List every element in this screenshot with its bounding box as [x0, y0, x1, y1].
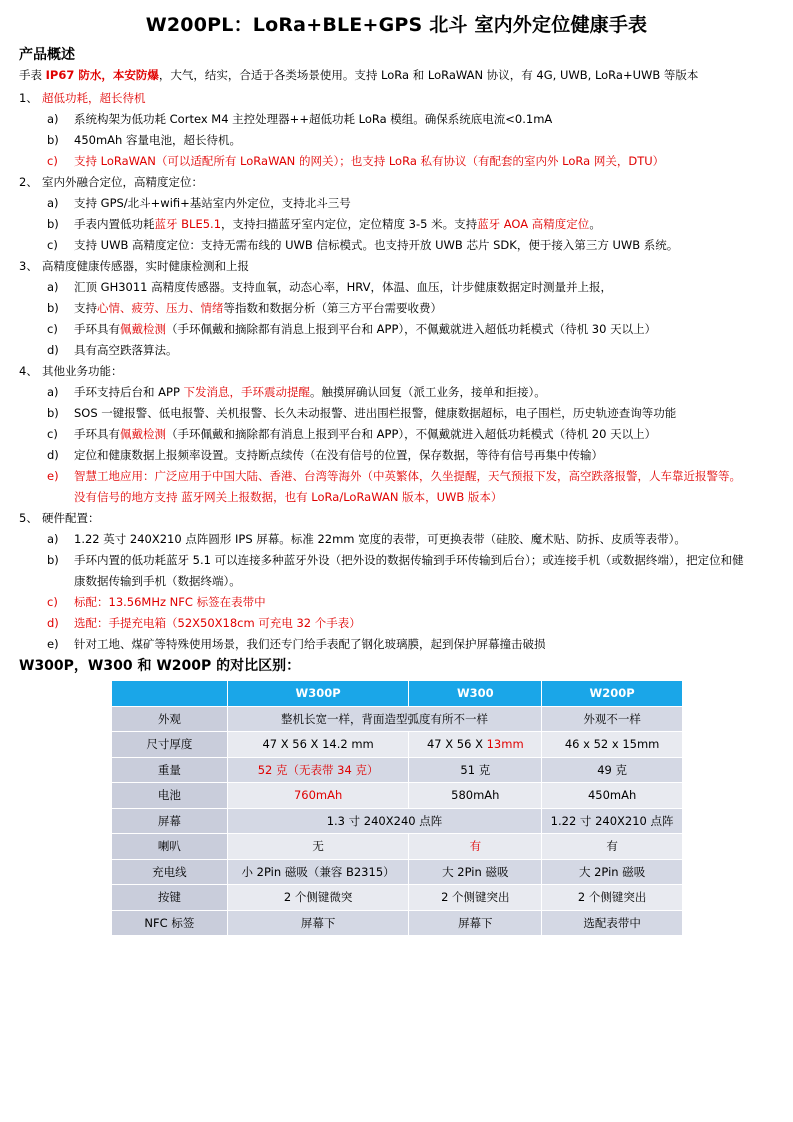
overview-heading: 产品概述: [19, 47, 75, 63]
table-header-w200p: W200P: [542, 681, 683, 707]
table-cell: 47 X 56 X 14.2 mm: [227, 732, 409, 758]
intro-text-b: ，大气，结实，合适于各类场景使用。支持 LoRa 和 LoRaWAN 协议，有 4G, UWB, LoRa+UWB 等版本: [158, 68, 699, 82]
section-1-item-a: a) 系统构架为低功耗 Cortex M4 主控处理器++超低功耗 LoRa 模组。确保系统底电流<0.1mA: [47, 112, 553, 126]
table-cell: 有: [409, 834, 542, 860]
overview-intro: [19, 67, 698, 83]
section-3-item-b: b) 支持心情、疲劳、压力、情绪等指数和数据分析（第三方平台需要收费）: [47, 301, 442, 315]
section-5-item-b: b) 手环内置的低功耗蓝牙 5.1 可以连接多种蓝牙外设（把外设的数据传输到手环传输到后台）；或连接手机（或数据终端），把定位和健: [47, 553, 744, 567]
section-3-heading: 3、 高精度健康传感器，实时健康检测和上报: [19, 259, 249, 273]
section-2-item-c: c) 支持 UWB 高精度定位：支持无需布线的 UWB 信标模式。也支持开放 UWB 芯片 SDK，便于接入第三方 UWB 系统。: [47, 238, 679, 252]
row-label: 电池: [112, 783, 228, 809]
table-cell: 1.22 寸 240X210 点阵: [542, 808, 683, 834]
section-4-item-e-continued: 没有信号的地方支持 蓝牙网关上报数据，也有 LoRa/LoRaWAN 版本，UWB 版本）: [74, 490, 503, 504]
intro-highlight: IP67 防水，本安防爆: [45, 68, 159, 82]
row-label: 尺寸厚度: [112, 732, 228, 758]
table-cell: 无: [227, 834, 409, 860]
table-cell: 大 2Pin 磁吸: [542, 859, 683, 885]
section-5-heading: 5、 硬件配置：: [19, 511, 100, 525]
table-row-size: [112, 732, 683, 758]
table-row-buttons: [112, 885, 683, 911]
row-label: 外观: [112, 706, 228, 732]
table-cell: 51 克: [409, 757, 542, 783]
table-cell: 760mAh: [227, 783, 409, 809]
row-label: 按键: [112, 885, 228, 911]
table-header-w300p: W300P: [227, 681, 409, 707]
row-label: 屏幕: [112, 808, 228, 834]
table-header-w300: W300: [409, 681, 542, 707]
section-4-item-c: c) 手环具有佩戴检测（手环佩戴和摘除都有消息上报到平台和 APP），不佩戴就进入超低功耗模式（待机 20 天以上）: [47, 427, 657, 441]
section-3-item-a: a) 汇顶 GH3011 高精度传感器。支持血氧，动态心率，HRV，体温、血压，计步健康数据定时测量并上报，: [47, 280, 613, 294]
table-row-nfc: [112, 910, 683, 936]
table-row-charger: [112, 859, 683, 885]
section-4-item-a: a) 手环支持后台和 APP 下发消息，手环震动提醒。触摸屏确认回复（派工业务，接单和拒接）。: [47, 385, 546, 399]
section-2-item-b: b) 手表内置低功耗蓝牙 BLE5.1，支持扫描蓝牙室内定位，定位精度 3-5 米。支持蓝牙 AOA 高精度定位。: [47, 217, 601, 231]
table-cell: 46 x 52 x 15mm: [542, 732, 683, 758]
section-2-heading: 2、 室内外融合定位，高精度定位：: [19, 175, 203, 189]
intro-text-a: 手表: [19, 68, 46, 82]
table-row-screen: [112, 808, 683, 834]
table-cell: 大 2Pin 磁吸: [409, 859, 542, 885]
section-3-item-d: d) 具有高空跌落算法。: [47, 343, 178, 357]
table-cell: 47 X 56 X 13mm: [409, 732, 542, 758]
section-4-item-d: d) 定位和健康数据上报频率设置。支持断点续传（在没有信号的位置，保存数据，等待有信号再集中传输）: [47, 448, 603, 462]
section-2-item-a: a) 支持 GPS/北斗+wifi+基站室内外定位，支持北斗三号: [47, 196, 351, 210]
section-1-item-b: b) 450mAh 容量电池，超长待机。: [47, 133, 241, 147]
table-cell: 外观不一样: [542, 706, 683, 732]
table-cell: 2 个侧键微突: [227, 885, 409, 911]
table-row-weight: [112, 757, 683, 783]
table-cell: 2 个侧键突出: [542, 885, 683, 911]
section-5-item-e: e) 针对工地、煤矿等特殊使用场景，我们还专门给手表配了钢化玻璃膜，起到保护屏幕撞击破损: [47, 637, 546, 651]
row-label: 重量: [112, 757, 228, 783]
row-label: 喇叭: [112, 834, 228, 860]
table-cell: 整机长宽一样，背面造型弧度有所不一样: [227, 706, 541, 732]
section-5-item-b-continued: 康数据传输到手机（数据终端）。: [74, 574, 241, 588]
comparison-table: [111, 680, 683, 936]
table-cell: 450mAh: [542, 783, 683, 809]
table-cell: 屏幕下: [227, 910, 409, 936]
row-label: NFC 标签: [112, 910, 228, 936]
section-1-item-c: c) 支持 LoRaWAN（可以适配所有 LoRaWAN 的网关）；也支持 LoRa 私有协议（有配套的室内外 LoRa 网关，DTU）: [47, 154, 665, 168]
table-cell: 580mAh: [409, 783, 542, 809]
page-title: W200PL：LoRa+BLE+GPS 北斗 室内外定位健康手表: [145, 14, 648, 36]
table-cell: 选配表带中: [542, 910, 683, 936]
section-5-item-a: a) 1.22 英寸 240X210 点阵圆形 IPS 屏幕。标准 22mm 宽度的表带，可更换表带（硅胶、魔术贴、防拆、皮质等表带）。: [47, 532, 686, 546]
table-cell: 1.3 寸 240X240 点阵: [227, 808, 541, 834]
comparison-heading: W300P，W300 和 W200P 的对比区别：: [19, 658, 301, 674]
row-label: 充电线: [112, 859, 228, 885]
table-cell: 49 克: [542, 757, 683, 783]
section-3-item-c: c) 手环具有佩戴检测（手环佩戴和摘除都有消息上报到平台和 APP），不佩戴就进入超低功耗模式（待机 30 天以上）: [47, 322, 657, 336]
section-1-heading: 1、 超低功耗，超长待机: [19, 91, 146, 105]
table-cell: 小 2Pin 磁吸（兼容 B2315）: [227, 859, 409, 885]
section-4-item-b: b) SOS 一键报警、低电报警、关机报警、长久未动报警、进出围栏报警，健康数据超标，电子围栏，历史轨迹查询等功能: [47, 406, 677, 420]
section-5-item-c: c) 标配：13.56MHz NFC 标签在表带中: [47, 595, 266, 609]
table-cell: 有: [542, 834, 683, 860]
table-cell: 2 个侧键突出: [409, 885, 542, 911]
table-row-speaker: [112, 834, 683, 860]
table-cell: 屏幕下: [409, 910, 542, 936]
table-cell: 52 克（无表带 34 克）: [227, 757, 409, 783]
table-header-empty: [112, 681, 228, 707]
section-4-heading: 4、 其他业务功能：: [19, 364, 123, 378]
section-4-item-e: e) 智慧工地应用：广泛应用于中国大陆、香港、台湾等海外（中英繁体，久坐提醒，天气预报下发，高空跌落报警，人车靠近报警等。: [47, 469, 741, 483]
table-row-battery: [112, 783, 683, 809]
table-row-appearance: [112, 706, 683, 732]
table-header-row: [112, 681, 683, 707]
section-5-item-d: d) 选配：手提充电箱（52X50X18cm 可充电 32 个手表）: [47, 616, 361, 630]
